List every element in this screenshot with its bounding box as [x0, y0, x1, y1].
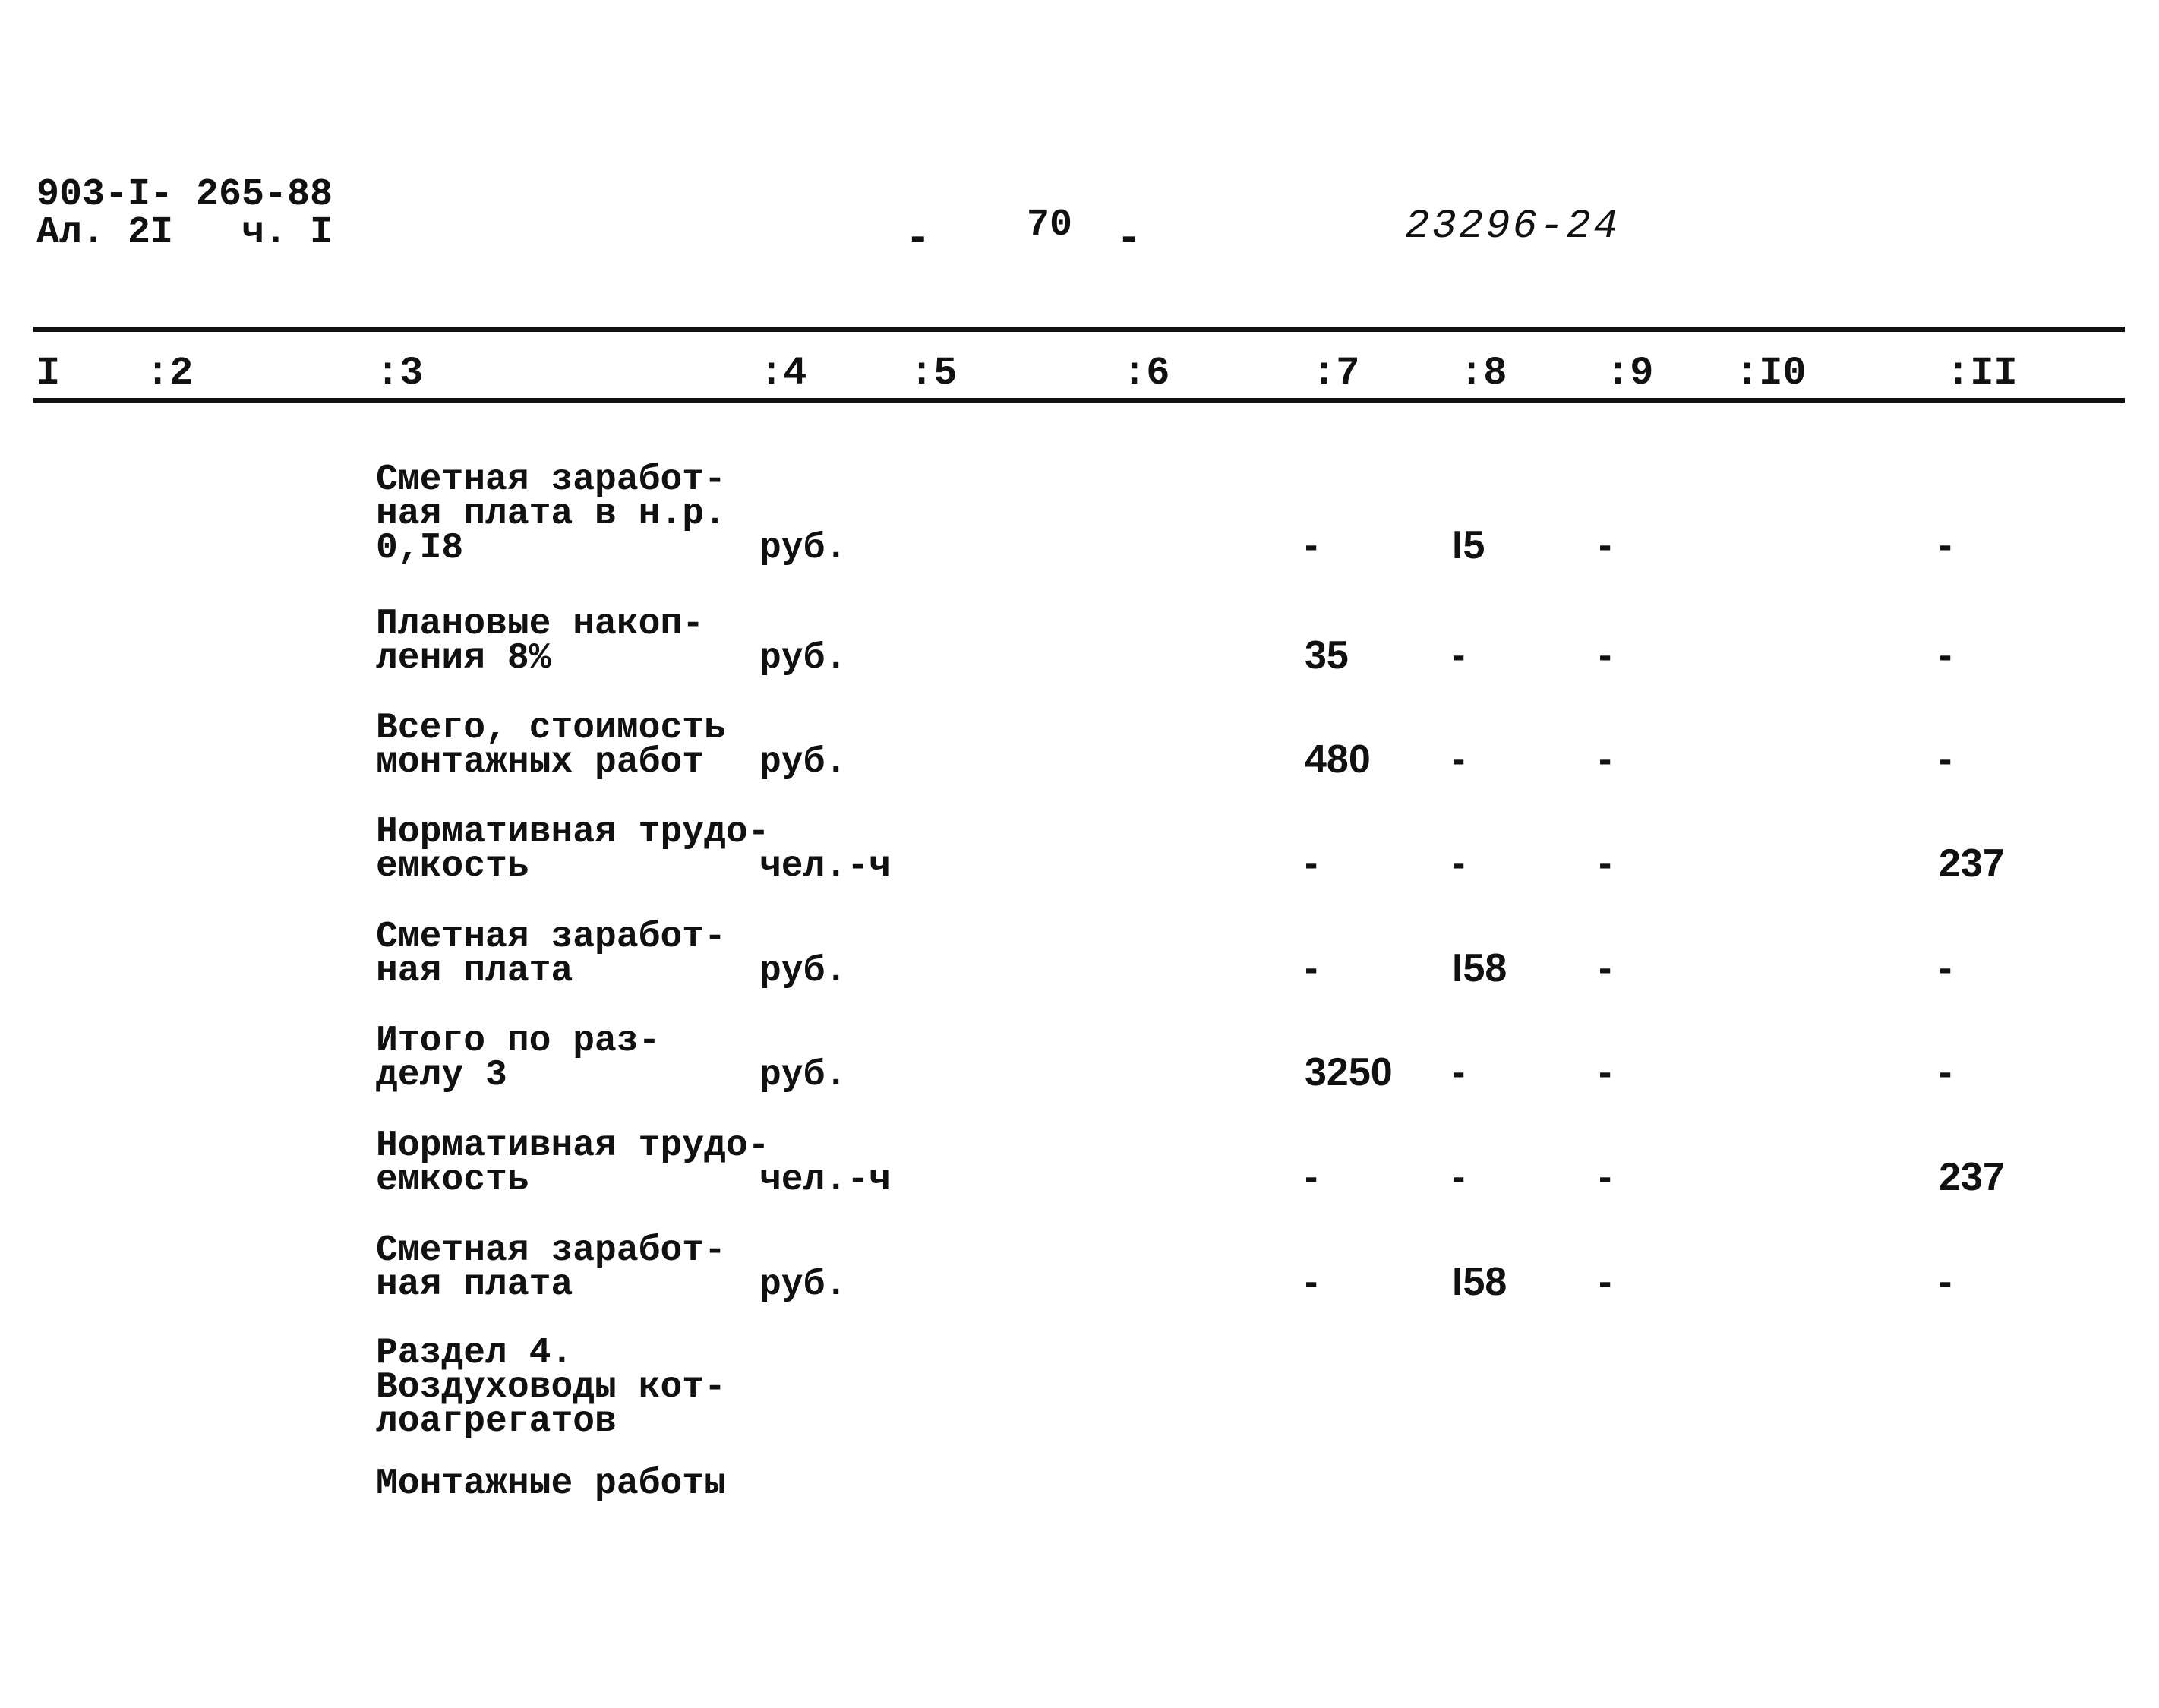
- page-number: 70: [1027, 204, 1073, 247]
- row-value-col-7: -: [1305, 523, 1318, 567]
- column-number-4: :4: [759, 351, 807, 396]
- row-value-col-11: -: [1939, 737, 1952, 781]
- row-value-col-7: -: [1305, 1260, 1318, 1304]
- row-value-col-7: -: [1305, 1155, 1318, 1199]
- column-number-7: :7: [1312, 351, 1360, 396]
- row-value-col-7: -: [1305, 841, 1318, 886]
- column-number-9: :9: [1606, 351, 1654, 396]
- row-unit: руб.: [759, 638, 848, 679]
- column-number-11: :II: [1946, 351, 2018, 396]
- column-number-1: I: [36, 351, 61, 396]
- column-number-3: :3: [376, 351, 424, 396]
- row-unit: чел.-ч: [759, 1160, 891, 1201]
- row-description: Плановые накоп- ления 8%: [376, 604, 705, 679]
- row-value-col-9: -: [1599, 737, 1612, 781]
- row-value-col-8: I5: [1452, 523, 1485, 567]
- row-value-col-8: -: [1452, 633, 1466, 677]
- row-value-col-8: -: [1452, 1155, 1466, 1199]
- row-value-col-7: 480: [1305, 737, 1371, 781]
- row-description: Сметная заработ- ная плата: [376, 1230, 726, 1305]
- row-value-col-9: -: [1599, 841, 1612, 886]
- row-value-col-8: -: [1452, 737, 1466, 781]
- row-value-col-8: I58: [1452, 946, 1507, 990]
- row-description: Раздел 4. Воздуховоды кот- лоагрегатов: [376, 1333, 726, 1442]
- table-header-bottom-rule: [33, 398, 2125, 403]
- row-value-col-9: -: [1599, 1260, 1612, 1304]
- row-value-col-8: -: [1452, 1050, 1466, 1094]
- row-description: Итого по раз- делу 3: [376, 1021, 661, 1096]
- row-unit: руб.: [759, 1055, 848, 1096]
- column-number-8: :8: [1460, 351, 1507, 396]
- row-value-col-11: -: [1939, 1260, 1952, 1304]
- row-value-col-11: 237: [1939, 1155, 2005, 1199]
- row-description: Нормативная трудо- емкость: [376, 1126, 770, 1201]
- row-value-col-11: -: [1939, 523, 1952, 567]
- column-number-5: :5: [910, 351, 958, 396]
- row-value-col-8: -: [1452, 841, 1466, 886]
- row-unit: руб.: [759, 742, 848, 783]
- row-description: Сметная заработ- ная плата в н.р. 0,I8: [376, 459, 726, 569]
- row-value-col-11: -: [1939, 633, 1952, 677]
- row-value-col-7: -: [1305, 946, 1318, 990]
- document-number: 23296-24: [1405, 204, 1621, 250]
- row-value-col-9: -: [1599, 1155, 1612, 1199]
- column-number-10: :I0: [1735, 351, 1807, 396]
- document-code-line1: 903-I- 265-88: [36, 173, 333, 216]
- row-unit: руб.: [759, 1264, 848, 1305]
- row-value-col-7: 35: [1305, 633, 1349, 677]
- table-header-top-rule: [33, 327, 2125, 332]
- row-description: Монтажные работы: [376, 1463, 726, 1504]
- row-value-col-11: 237: [1939, 841, 2005, 886]
- row-value-col-11: -: [1939, 1050, 1952, 1094]
- row-unit: чел.-ч: [759, 846, 891, 887]
- document-code-line2: Ал. 2I ч. I: [36, 211, 333, 254]
- row-value-col-7: 3250: [1305, 1050, 1393, 1094]
- row-description: Сметная заработ- ная плата: [376, 917, 726, 992]
- row-value-col-9: -: [1599, 633, 1612, 677]
- row-value-col-9: -: [1599, 1050, 1612, 1094]
- row-unit: руб.: [759, 528, 848, 569]
- page-number-dash-left: -: [905, 214, 931, 263]
- row-value-col-11: -: [1939, 946, 1952, 990]
- row-value-col-9: -: [1599, 946, 1612, 990]
- row-value-col-8: I58: [1452, 1260, 1507, 1304]
- row-unit: руб.: [759, 951, 848, 992]
- row-description: Нормативная трудо- емкость: [376, 812, 770, 887]
- column-number-6: :6: [1122, 351, 1170, 396]
- row-value-col-9: -: [1599, 523, 1612, 567]
- document-code: [36, 173, 333, 254]
- column-number-2: :2: [146, 351, 194, 396]
- row-description: Всего, стоимость монтажных работ: [376, 708, 726, 783]
- page-number-dash-right: -: [1116, 214, 1142, 263]
